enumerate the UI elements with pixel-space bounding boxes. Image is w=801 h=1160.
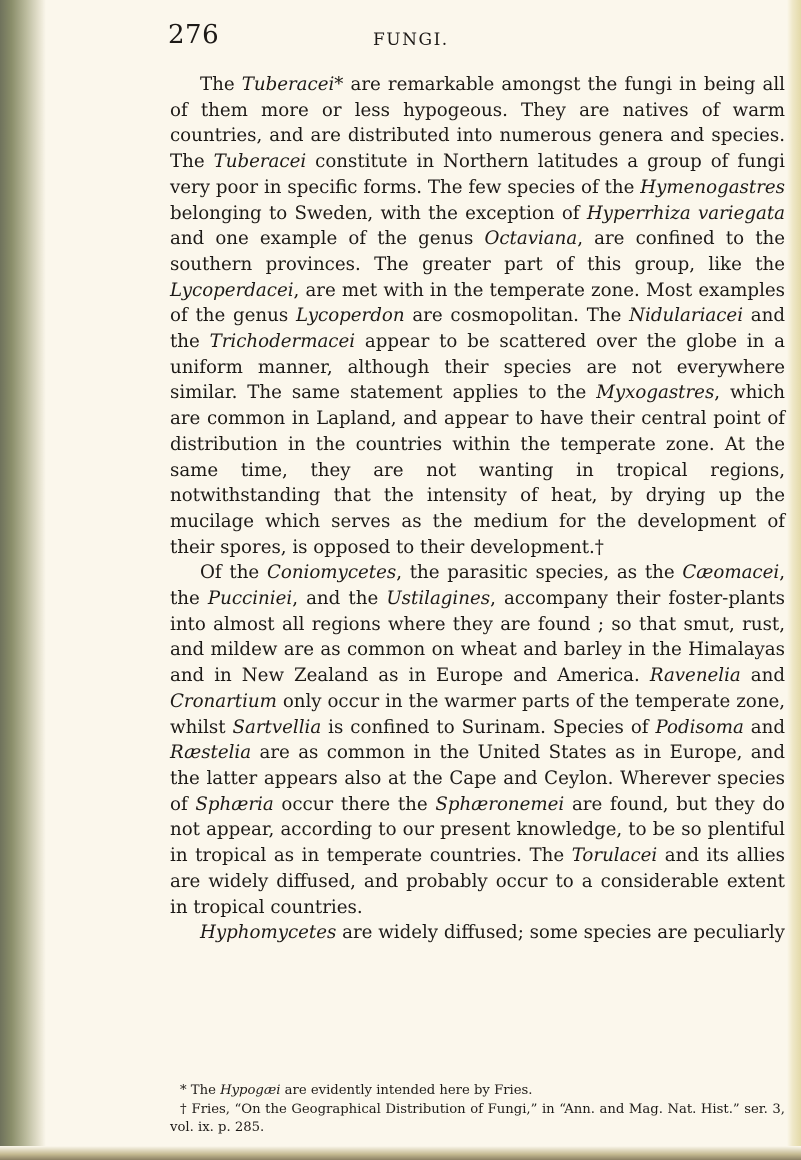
text-run: , are met with in the temperate zone. Most examples of the genus bbox=[170, 279, 785, 327]
italic-term: Myxogastres bbox=[596, 382, 715, 404]
footnotes bbox=[170, 1082, 785, 1138]
text-run: are cosmopolitan. The bbox=[404, 305, 630, 327]
text-run: are widely diffused; some species are peculiarly bbox=[336, 922, 785, 944]
page-edge-bottom bbox=[0, 1146, 801, 1160]
page-number: 276 bbox=[168, 20, 220, 50]
italic-term: Hypogæi bbox=[220, 1083, 281, 1098]
text-run: and the bbox=[170, 305, 785, 353]
running-head: FUNGI. bbox=[373, 30, 449, 50]
italic-term: Torulacei bbox=[571, 845, 658, 867]
text-run: and bbox=[743, 716, 785, 738]
text-run: * are remarkable amongst the fungi in being all of them more or less hypogeous. They are natives of warm countries, and are distributed into numerous genera and species. The bbox=[170, 74, 786, 173]
page-edge-right bbox=[787, 0, 801, 1160]
text-run: and its allies are widely diffused, and probably occur to a considerable extent in tropical countries. bbox=[170, 845, 785, 918]
text-run: * The bbox=[180, 1083, 221, 1098]
text-run: belonging to Sweden, with the exception of bbox=[170, 202, 587, 224]
italic-term: Hyperrhiza variegata bbox=[586, 202, 785, 224]
text-run: , which are common in Lapland, and appear to have their central point of distribution in the countries within the temperate zone. At the same time, they are not wanting in tropical regions, notwithstanding that the intensity of heat, by drying up the mucilage which serves as the medium for the development of their spores, is opposed to their development.† bbox=[170, 382, 786, 558]
paragraph bbox=[170, 920, 785, 946]
text-run: , are confined to the southern provinces. The greater part of this group, like the bbox=[170, 228, 785, 275]
italic-term: Lycoperdon bbox=[295, 305, 405, 327]
text-run: and one example of the genus bbox=[170, 228, 485, 250]
text-run: , the bbox=[170, 562, 785, 610]
text-run: only occur in the warmer parts of the temperate zone, whilst bbox=[170, 690, 785, 738]
text-run: , accompany their foster-plants into almost all regions where they are found ; so that smut, rust, and mildew are as common on wheat and barley in the Himalayas and in New Zealand as in Europe and America. bbox=[170, 588, 785, 687]
footnote bbox=[170, 1082, 785, 1101]
text-run: , the parasitic species, as the bbox=[396, 562, 683, 584]
text-run: are evidently intended here by Fries. bbox=[280, 1083, 533, 1098]
italic-term: Cæomacei bbox=[682, 562, 780, 584]
text-run: and bbox=[740, 665, 785, 687]
text-run: † Fries, “On the Geographical Distribution of Fungi,” in “Ann. and Mag. Nat. Hist.” ser. 3, vol. ix. p. 285. bbox=[170, 1101, 785, 1136]
italic-term: Pucciniei bbox=[207, 588, 293, 610]
italic-term: Octaviana bbox=[484, 228, 578, 250]
italic-term: Hymenogastres bbox=[640, 176, 785, 198]
page-header bbox=[0, 20, 801, 60]
italic-term: Cronartium bbox=[170, 690, 277, 712]
body-text bbox=[170, 72, 785, 946]
text-run: are as common in the United States as in Europe, and the latter appears also at the Cape and Ceylon. Wherever species of bbox=[170, 742, 785, 815]
text-run: constitute in Northern latitudes a group of fungi very poor in specific forms. The few species of the bbox=[170, 151, 785, 198]
italic-term: Sphæronemei bbox=[435, 793, 565, 815]
italic-term: Sartvellia bbox=[232, 716, 322, 738]
footnote bbox=[170, 1101, 785, 1138]
italic-term: Lycoperdacei bbox=[170, 279, 294, 301]
italic-term: Ustilagines bbox=[386, 588, 491, 610]
italic-term: Trichodermacei bbox=[209, 331, 356, 353]
paragraph bbox=[170, 560, 785, 920]
italic-term: Ræstelia bbox=[170, 742, 252, 764]
text-run: The bbox=[200, 74, 242, 95]
text-run: are found, but they do not appear, according to our present knowledge, to be so plentiful in tropical as in temperate countries. The bbox=[170, 793, 786, 867]
binding-shadow bbox=[0, 0, 46, 1160]
italic-term: Hyphomycetes bbox=[200, 922, 337, 944]
paragraph bbox=[170, 72, 785, 560]
italic-term: Ravenelia bbox=[649, 665, 741, 687]
text-run: Of the bbox=[200, 562, 267, 584]
italic-term: Tuberacei bbox=[213, 151, 307, 173]
italic-term: Nidulariacei bbox=[629, 305, 744, 327]
italic-term: Sphæria bbox=[195, 793, 274, 815]
text-run: is confined to Surinam. Species of bbox=[321, 716, 656, 738]
italic-term: Tuberacei bbox=[241, 74, 335, 95]
text-run: appear to be scattered over the globe in a uniform manner, although their species are not everywhere similar. The same statement applies to the bbox=[170, 331, 785, 404]
text-run: occur there the bbox=[273, 793, 436, 815]
text-run: , and the bbox=[292, 588, 387, 610]
italic-term: Podisoma bbox=[655, 716, 744, 738]
italic-term: Coniomycetes bbox=[266, 562, 397, 584]
